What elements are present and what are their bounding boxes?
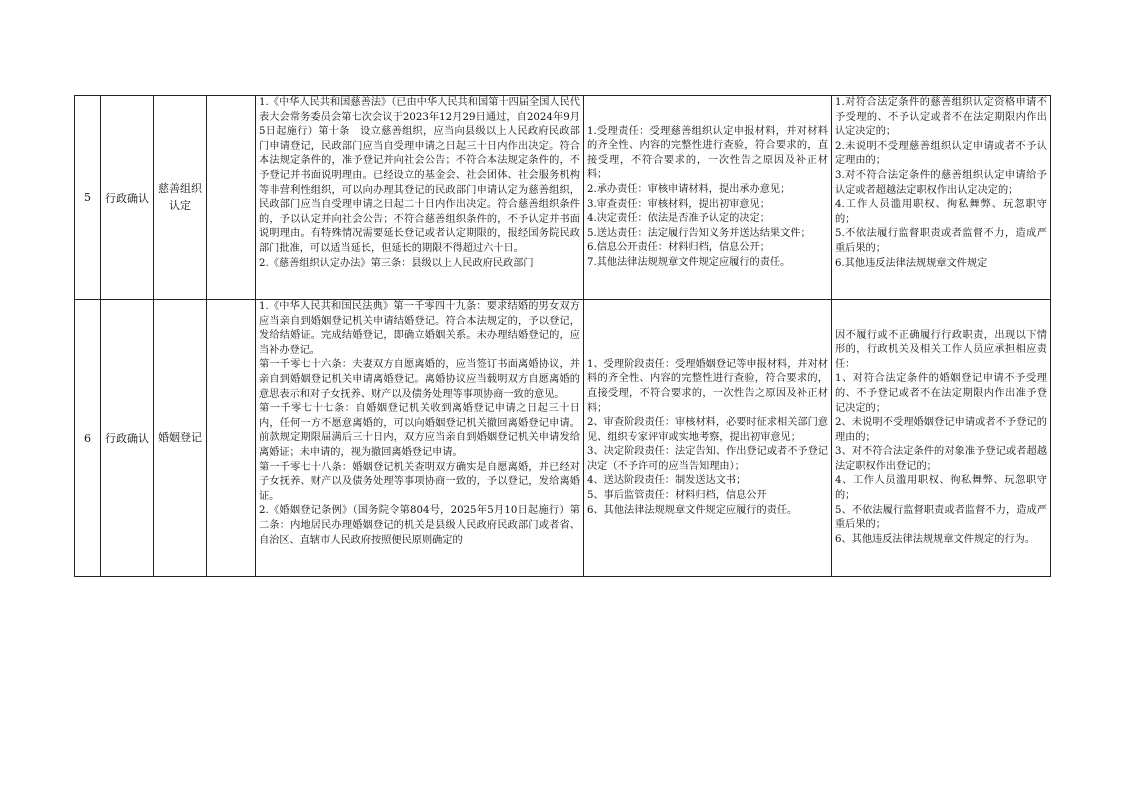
legal-basis-paragraph: 1.《中华人民共和国民法典》第一千零四十九条：要求结婚的男女双方应当亲自到婚姻登记机关申请结婚登记。符合本法规定的，予以登记，发给结婚证。完成结婚登记，即确立婚姻关系。未办理结婚登记的，应当补办登记。 <box>259 301 580 356</box>
responsibility-item: 3.审查责任：审核材料，提出初审意见； <box>587 198 770 210</box>
responsibility-item: 5、事后监管责任：材料归档，信息公开 <box>587 490 767 502</box>
responsibility-cell <box>584 96 832 300</box>
power-name: 慈善组织认定 <box>154 96 207 300</box>
power-type: 行政确认 <box>101 300 154 577</box>
legal-basis-cell <box>256 300 584 577</box>
legal-basis-paragraph: 第一千零七十六条：夫妻双方自愿离婚的，应当签订书面离婚协议，并亲自到婚姻登记机关申请离婚登记。离婚协议应当载明双方自愿离婚的意思表示和对子女抚养、财产以及债务处理等事项协商一致的意见。 <box>259 359 580 400</box>
accountability-item: 2、未说明不受理婚姻登记申请或者不予登记的理由的； <box>835 417 1047 443</box>
responsibility-item: 3、决定阶段责任：法定告知、作出登记或者不予登记决定（不予许可的应当告知理由）； <box>587 446 828 472</box>
legal-basis-paragraph: 1.《中华人民共和国慈善法》（已由中华人民共和国第十四届全国人民代表大会常务委员会第七次会议于2023年12月29日通过，自2024年9月5日起施行）第十条 设立慈善组织，应当向县级以上人民政府民政部门申请登记，民政部门应当自受理申请之日起三十日内作出决定。符合本法规定条件的，准予登记并向社会公告；不符合本法规定条件的，不予登记并书面说明理由。已经设立的基金会、社会团体、社会服务机构等非营利性组织，可以向办理其登记的民政部门申请认定为慈善组织，民政部门应当自受理申请之日起二十日内作出决定。符合慈善组织条件的，予以认定并向社会公告；不符合慈善组织条件的，不予认定并书面说明理由。有特殊情况需要延长登记或者认定期限的，报经国务院民政部门批准，可以适当延长，但延长的期限不得超过六十日。 <box>259 97 580 254</box>
accountability-item: 3.对不符合法定条件的慈善组织认定申请给予认定或者超越法定职权作出认定决定的； <box>835 169 1047 196</box>
responsibility-item: 2.承办责任：审核申请材料，提出承办意见； <box>587 183 791 195</box>
row-number: 6 <box>75 300 101 577</box>
accountability-item: 5、不依法履行监督职责或者监督不力，造成严重后果的； <box>835 504 1047 531</box>
accountability-cell <box>832 300 1051 577</box>
table-row <box>75 96 1051 300</box>
responsibility-item: 6.信息公开责任：材料归档，信息公开； <box>587 242 770 254</box>
responsibility-item: 5.送达责任：法定履行告知义务并送达结果文件； <box>587 227 811 239</box>
table-row <box>75 300 1051 577</box>
accountability-item: 6.其他违反法律法规规章文件规定 <box>835 257 988 269</box>
responsibility-item: 4.决定责任：依法是否准予认定的决定； <box>587 213 770 225</box>
power-name: 婚姻登记 <box>154 300 207 577</box>
accountability-item: 5.不依法履行监督职责或者监督不力，造成严重后果的； <box>835 228 1047 254</box>
responsibility-item: 2、审查阶段责任：审核材料，必要时征求相关部门意见、组织专家评审或实地考察，提出初审意见； <box>587 417 828 443</box>
responsibility-item: 1.受理责任：受理慈善组织认定申报材料，并对材料的齐全性、内容的完整性进行查验，符合要求的，直接受理，不符合要求的，一次性告之原因及补正材料； <box>587 125 828 181</box>
accountability-item: 6、其他违反法律法规规章文件规定的行为。 <box>835 533 1036 545</box>
legal-basis-cell <box>256 96 584 300</box>
legal-basis-paragraph: 2.《慈善组织认定办法》第三条：县级以上人民政府民政部门 <box>259 257 534 269</box>
accountability-item: 因不履行或不正确履行行政职责，出现以下情形的，行政机关及相关工作人员应承担相应责任： <box>835 329 1047 370</box>
empty-cell <box>207 96 256 300</box>
accountability-item: 4、工作人员滥用职权、徇私舞弊、玩忽职守的； <box>835 475 1047 502</box>
power-list-table <box>74 95 1051 577</box>
legal-basis-paragraph: 第一千零七十八条：婚姻登记机关查明双方确实是自愿离婚，并已经对子女抚养、财产以及债务处理等事项协商一致的，予以登记，发给离婚证。 <box>259 461 580 502</box>
legal-basis-paragraph: 2.《婚姻登记条例》（国务院令第804号，2025年5月10日起施行）第二条：内地居民办理婚姻登记的机关是县级人民政府民政部门或者省、自治区、直辖市人民政府按照便民原则确定的 <box>259 505 580 546</box>
responsibility-item: 6、其他法律法规规章文件规定应履行的责任。 <box>587 504 798 516</box>
legal-basis-paragraph: 第一千零七十七条：自婚姻登记机关收到离婚登记申请之日起三十日内，任何一方不愿意离婚的，可以向婚姻登记机关撤回离婚登记申请。前款规定期限届满后三十日内，双方应当亲自到婚姻登记机关申请发给离婚证；未申请的，视为撤回离婚登记申请。 <box>259 403 580 458</box>
accountability-item: 2.未说明不受理慈善组织认定申请或者不予认定理由的； <box>835 140 1047 167</box>
responsibility-item: 7.其他法律法规规章文件规定应履行的责任。 <box>587 256 791 268</box>
row-number: 5 <box>75 96 101 300</box>
responsibility-item: 4、送达阶段责任：制发送达文书； <box>587 475 747 487</box>
responsibility-item: 1、受理阶段责任：受理婚姻登记等申报材料，并对材料的齐全性、内容的完整性进行查验，符合要求的，直接受理，不符合要求的，一次性告之原因及补正材料； <box>587 358 828 414</box>
power-type: 行政确认 <box>101 96 154 300</box>
responsibility-cell <box>584 300 832 577</box>
accountability-cell <box>832 96 1051 300</box>
accountability-item: 4.工作人员滥用职权、徇私舞弊、玩忽职守的； <box>835 199 1047 225</box>
accountability-item: 3、对不符合法定条件的对象准予登记或者超越法定职权作出登记的； <box>835 446 1047 472</box>
accountability-item: 1、对符合法定条件的婚姻登记申请不予受理的、不予登记或者不在法定期限内作出准予登记决定的； <box>835 373 1047 414</box>
accountability-item: 1.对符合法定条件的慈善组织认定资格申请不予受理的、不予认定或者不在法定期限内作出认定决定的； <box>835 97 1047 138</box>
empty-cell <box>207 300 256 577</box>
